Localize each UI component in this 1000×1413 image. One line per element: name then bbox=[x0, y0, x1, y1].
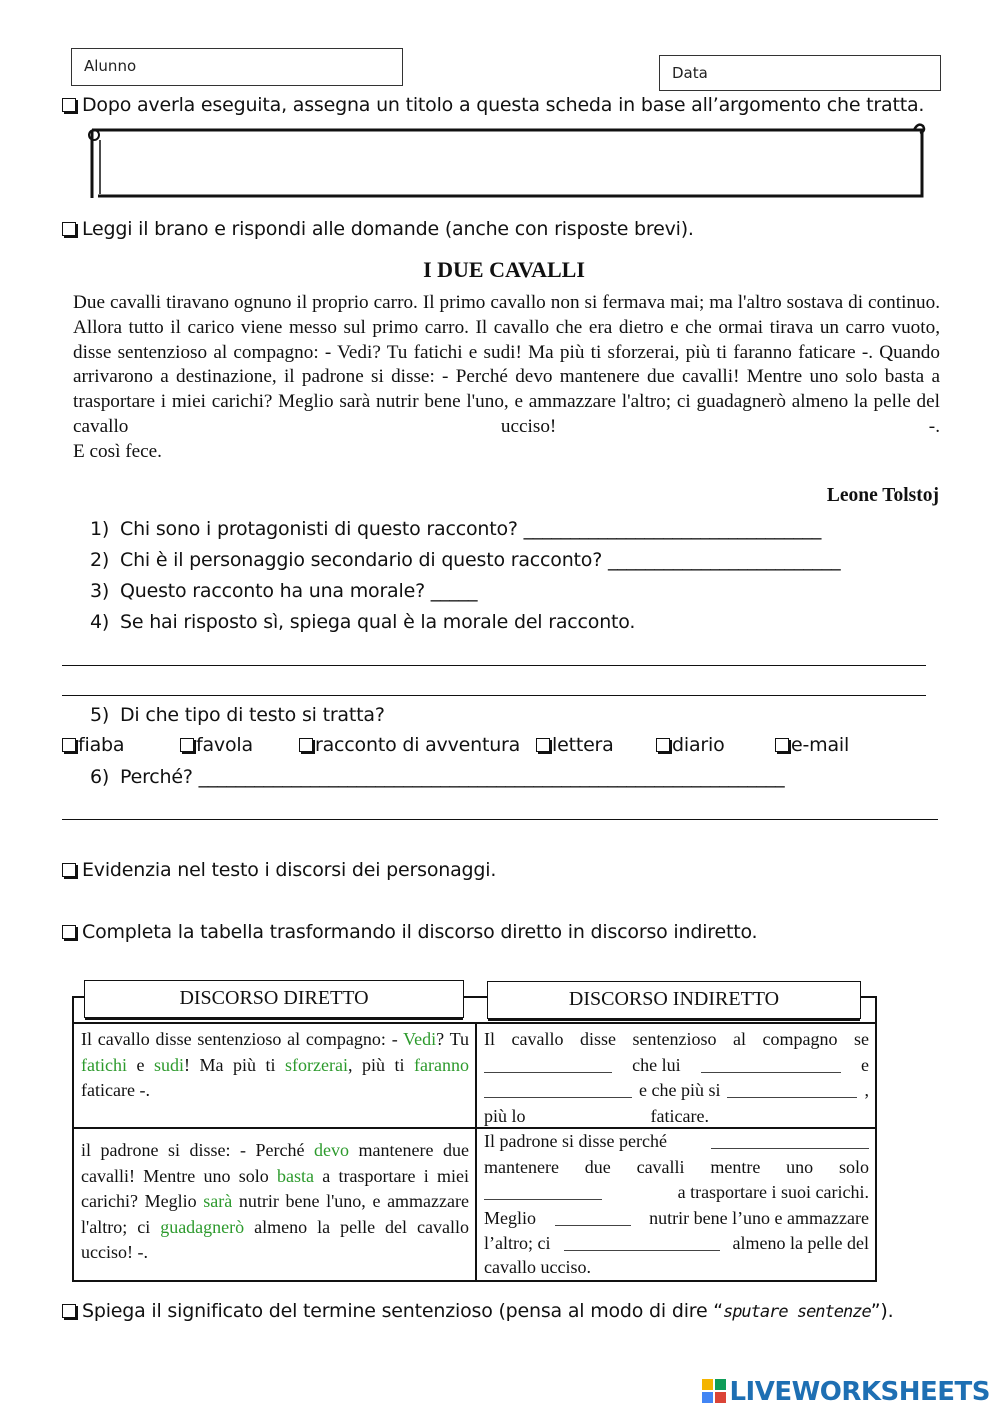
answer-line[interactable] bbox=[62, 819, 938, 820]
question-1 bbox=[90, 518, 821, 540]
option-label: racconto di avventura bbox=[315, 734, 521, 756]
verb-highlight: Vedi bbox=[403, 1029, 437, 1049]
blank-input[interactable] bbox=[711, 1129, 869, 1149]
story-last-line: E così fece. bbox=[73, 440, 162, 462]
option-label: lettera bbox=[552, 734, 614, 756]
option-diario[interactable] bbox=[656, 734, 725, 756]
text: nutrir bene l'uno, e ammazzare l'altro; ci bbox=[81, 1191, 469, 1237]
date-label: Data bbox=[672, 64, 708, 82]
text: , bbox=[864, 1080, 869, 1100]
checkbox-icon bbox=[62, 863, 76, 877]
question-text: Chi sono i protagonisti di questo racconto? ________________________________ bbox=[120, 518, 822, 540]
question-number: 2) bbox=[90, 549, 110, 571]
option-racconto-di-avventura[interactable] bbox=[299, 734, 520, 756]
question-4 bbox=[90, 611, 635, 633]
question-3 bbox=[90, 580, 477, 602]
text: Meglio bbox=[484, 1207, 536, 1228]
option-fiaba[interactable] bbox=[62, 734, 124, 756]
story-title: I DUE CAVALLI bbox=[423, 257, 585, 282]
blank-input[interactable] bbox=[484, 1053, 612, 1073]
row1-direct bbox=[74, 1024, 475, 1127]
text: il padrone si disse: - Perché bbox=[81, 1140, 315, 1160]
header-discorso-diretto: DISCORSO DIRETTO bbox=[84, 980, 464, 1018]
checkbox-icon[interactable] bbox=[656, 738, 670, 752]
option-label: fiaba bbox=[78, 734, 125, 756]
question-text: Perché? _______________________________________________________________ bbox=[120, 766, 785, 788]
row2-indirect bbox=[477, 1129, 875, 1280]
story-text: Due cavalli tiravano ognuno il proprio carro. Il primo cavallo non si fermava mai; ma l'altro sostava di continuo. Allora tutto il carico viene messo sul primo carro. Il cavallo che era dietro e che ormai tirava un carro vuoto, disse sentenzioso al compagno: - Vedi? Tu fatichi e sudi! Ma più ti sforzerai, più ti faranno faticare -. Quando arrivarono a destinazione, il padrone si disse: - Perché devo mantenere due cavalli! Mentre uno solo basta a trasportare i miei carichi? Meglio sarà nutrir bene l'uno, e ammazzare l'altro; ci guadagnerò almeno la pelle del cavallo ucciso! -. bbox=[73, 292, 940, 437]
checkbox-icon bbox=[62, 1304, 76, 1318]
instruction-title-task bbox=[62, 94, 924, 116]
instruction-highlight-task bbox=[62, 859, 496, 881]
verb-highlight: fatichi bbox=[81, 1054, 127, 1075]
option-lettera[interactable] bbox=[536, 734, 614, 756]
row1-indirect bbox=[477, 1024, 875, 1127]
instruction-text: Leggi il brano e rispondi alle domande (anche con risposte brevi). bbox=[82, 218, 694, 240]
question-2 bbox=[90, 549, 840, 571]
question-6 bbox=[90, 766, 784, 788]
scroll-title-box[interactable] bbox=[82, 118, 930, 202]
question-number: 5) bbox=[90, 704, 110, 726]
brand-name: LIVEWORKSHEETS bbox=[729, 1377, 990, 1407]
text: e che più si bbox=[639, 1080, 721, 1100]
question-text: Chi è il personaggio secondario di questo racconto? _________________________ bbox=[120, 549, 841, 571]
transformation-table bbox=[72, 1022, 877, 1282]
checkbox-icon[interactable] bbox=[536, 738, 550, 752]
text: che lui bbox=[632, 1054, 681, 1075]
checkbox-icon bbox=[62, 925, 76, 939]
instruction-table-task bbox=[62, 921, 757, 943]
option-label: favola bbox=[196, 734, 253, 756]
verb-highlight: sforzerai bbox=[285, 1054, 348, 1075]
checkbox-icon bbox=[62, 98, 76, 112]
question-text: Di che tipo di testo si tratta? bbox=[120, 704, 385, 726]
checkbox-icon[interactable] bbox=[180, 738, 194, 752]
date-field[interactable] bbox=[659, 55, 941, 91]
verb-highlight: basta bbox=[277, 1165, 314, 1186]
text: faticare -. bbox=[81, 1080, 150, 1100]
instruction-text: Spiega il significato del termine sentenzioso (pensa al modo di dire “ bbox=[82, 1300, 723, 1322]
instruction-text: Completa la tabella trasformando il discorso diretto in discorso indiretto. bbox=[82, 921, 758, 943]
text: faticare. bbox=[650, 1105, 709, 1126]
text: ! Ma più ti bbox=[184, 1054, 286, 1075]
text: mantenere due cavalli mentre uno solo bbox=[484, 1156, 869, 1177]
verb-highlight: devo bbox=[314, 1140, 350, 1160]
question-5 bbox=[90, 704, 385, 726]
text: Il cavallo disse sentenzioso al compagno se bbox=[484, 1029, 869, 1049]
text: ? Tu bbox=[436, 1029, 469, 1049]
text: mantenere due cavalli! Mentre uno solo bbox=[81, 1140, 469, 1186]
blank-input[interactable] bbox=[484, 1078, 632, 1098]
text: a trasportare i suoi carichi. bbox=[677, 1182, 869, 1202]
student-label: Alunno bbox=[84, 57, 137, 75]
answer-line[interactable] bbox=[62, 665, 926, 666]
logo-icon bbox=[702, 1379, 726, 1410]
checkbox-icon bbox=[62, 222, 76, 236]
liveworksheets-logo bbox=[702, 1377, 990, 1410]
blank-input[interactable] bbox=[727, 1078, 857, 1098]
verb-highlight: sudi bbox=[153, 1054, 184, 1075]
text: , più ti bbox=[347, 1054, 415, 1075]
option-label: e-mail bbox=[791, 734, 850, 756]
checkbox-icon[interactable] bbox=[62, 738, 76, 752]
text: e bbox=[861, 1054, 869, 1075]
blank-input[interactable] bbox=[564, 1231, 720, 1251]
question-number: 1) bbox=[90, 518, 110, 540]
row2-direct bbox=[74, 1129, 475, 1280]
text: più lo bbox=[484, 1105, 526, 1126]
checkbox-icon[interactable] bbox=[299, 738, 313, 752]
story-body bbox=[73, 291, 940, 465]
verb-highlight: guadagnerò bbox=[160, 1216, 245, 1237]
text: cavallo ucciso. bbox=[484, 1256, 591, 1277]
blank-input[interactable] bbox=[701, 1053, 841, 1073]
story-author: Leone Tolstoj bbox=[826, 485, 939, 506]
verb-highlight: faranno bbox=[414, 1054, 469, 1075]
option-favola[interactable] bbox=[180, 734, 253, 756]
text: a trasportare i miei carichi? Meglio bbox=[81, 1165, 469, 1211]
text: almeno la pelle del bbox=[732, 1233, 869, 1253]
question-text: Questo racconto ha una morale? _____ bbox=[120, 580, 478, 602]
text: e bbox=[126, 1054, 154, 1075]
text: l’altro; ci bbox=[484, 1233, 551, 1253]
checkbox-icon[interactable] bbox=[775, 738, 789, 752]
blank-input[interactable] bbox=[555, 1206, 631, 1226]
instruction-text: Dopo averla eseguita, assegna un titolo a questa scheda in base all’argomento che tratta. bbox=[82, 94, 925, 116]
option-email[interactable] bbox=[775, 734, 849, 756]
instruction-meaning-task bbox=[62, 1300, 893, 1322]
blank-input[interactable] bbox=[484, 1180, 602, 1200]
question-number: 3) bbox=[90, 580, 110, 602]
text: Il padrone si disse perché bbox=[484, 1131, 667, 1151]
option-label: diario bbox=[672, 734, 725, 756]
header-discorso-indiretto: DISCORSO INDIRETTO bbox=[487, 981, 861, 1019]
question-number: 4) bbox=[90, 611, 110, 633]
text: nutrir bene l’uno e ammazzare bbox=[649, 1207, 869, 1228]
text: Il cavallo disse sentenzioso al compagno: - bbox=[81, 1029, 404, 1049]
question-text: Se hai risposto sì, spiega qual è la morale del racconto. bbox=[120, 611, 636, 633]
student-name-field[interactable] bbox=[71, 48, 403, 86]
text: almeno la pelle del cavallo ucciso! -. bbox=[81, 1216, 469, 1262]
instruction-read-task bbox=[62, 218, 694, 240]
instruction-text: Evidenzia nel testo i discorsi dei personaggi. bbox=[82, 859, 497, 881]
idiom-quote: sputare sentenze bbox=[722, 1302, 871, 1322]
verb-highlight: sarà bbox=[203, 1191, 233, 1211]
question-number: 6) bbox=[90, 766, 110, 788]
instruction-text: ”). bbox=[870, 1300, 894, 1322]
answer-line[interactable] bbox=[62, 695, 926, 696]
